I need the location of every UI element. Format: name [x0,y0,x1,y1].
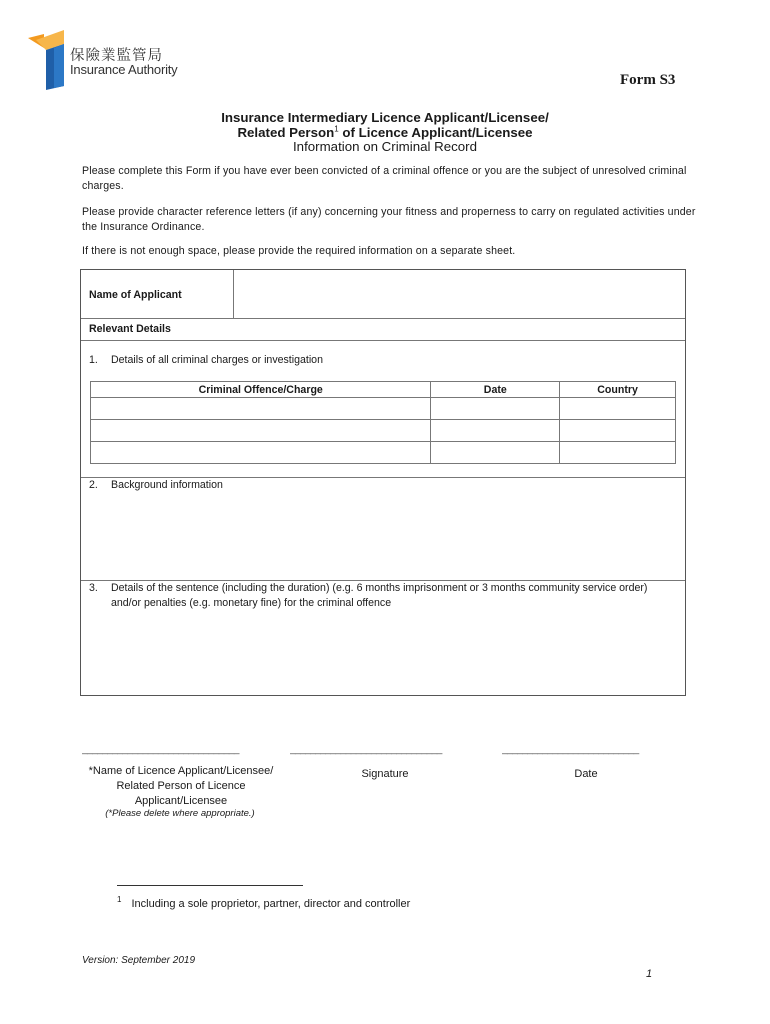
column-header-country: Country [560,382,676,398]
offence-cell[interactable] [91,420,431,442]
signature-caption: Signature [361,768,409,780]
table-row [91,442,676,464]
column-header-date: Date [431,382,560,398]
form-subtitle: Information on Criminal Record [292,139,477,154]
date-cell[interactable] [431,398,560,420]
background-information-field[interactable] [111,496,679,576]
country-cell[interactable] [560,398,676,420]
title-licence-applicant: of Licence Applicant/Licensee [338,125,533,140]
criminal-record-form [80,269,686,696]
item-number: 3. [89,582,98,594]
date-caption: Date [574,768,598,780]
item-text: Details of all criminal charges or investigation [111,354,323,366]
row-divider [81,340,685,341]
offence-cell[interactable] [91,442,431,464]
instruction-paragraph: Please provide character reference letters (if any) concerning your fitness and properness to carry on regulated activities under the Insurance Ordinance. [82,206,696,233]
item-number: 1. [89,354,98,366]
footnote [117,895,411,910]
form-code: Form S3 [620,72,676,88]
item-text: Background information [111,479,223,491]
name-of-applicant-field[interactable] [235,272,681,316]
date-signature-line[interactable]: ___________________________ [502,744,639,755]
date-cell[interactable] [431,442,560,464]
footnote-text: Including a sole proprietor, partner, director and controller [131,898,411,910]
table-row [91,420,676,442]
delete-note: (*Please delete where appropriate.) [105,808,255,819]
instruction-paragraph: If there is not enough space, please provide the required information on a separate sheet. [82,245,516,257]
footnote-divider [117,885,303,886]
form-title-line-1: Insurance Intermediary Licence Applicant/Licensee/ [221,110,549,125]
date-cell[interactable] [431,420,560,442]
form-title-line-2 [0,125,770,140]
item-number: 2. [89,479,98,491]
name-caption-line: Related Person of Licence [116,780,246,792]
name-signature-line[interactable]: _______________________________ [82,744,239,755]
country-cell[interactable] [560,420,676,442]
item-text: Details of the sentence (including the duration) (e.g. 6 months imprisonment or 3 months community service order) and/or penalties (e.g. monetary fine) for the criminal offence [111,582,648,609]
title-related-person: Related Person [237,125,335,140]
sentence-details-field[interactable] [111,615,679,691]
logo-mark-icon [28,26,72,90]
footnote-reference: 1 [334,124,339,134]
row-divider [81,318,685,319]
logo-name-chinese: 保險業監管局 [70,48,163,64]
name-of-applicant-label: Name of Applicant [89,289,182,301]
column-header-offence: Criminal Offence/Charge [91,382,431,398]
relevant-details-label: Relevant Details [89,323,171,335]
signature-line[interactable]: ______________________________ [290,744,442,755]
table-row [91,398,676,420]
cell-divider [233,270,234,318]
logo-name-english: Insurance Authority [70,62,178,77]
criminal-charges-table [90,381,676,464]
name-caption-line: Applicant/Licensee [134,795,228,807]
offence-cell[interactable] [91,398,431,420]
footnote-mark: 1 [117,895,122,905]
country-cell[interactable] [560,442,676,464]
version-label: Version: September 2019 [82,955,196,966]
table-header-row [91,382,676,398]
page-number: 1 [646,968,653,980]
instruction-paragraph: Please complete this Form if you have ever been convicted of a criminal offence or you are the subject of unresolved criminal charges. [82,165,687,192]
name-caption-line: *Name of Licence Applicant/Licensee/ [88,765,274,777]
name-caption [68,764,294,809]
